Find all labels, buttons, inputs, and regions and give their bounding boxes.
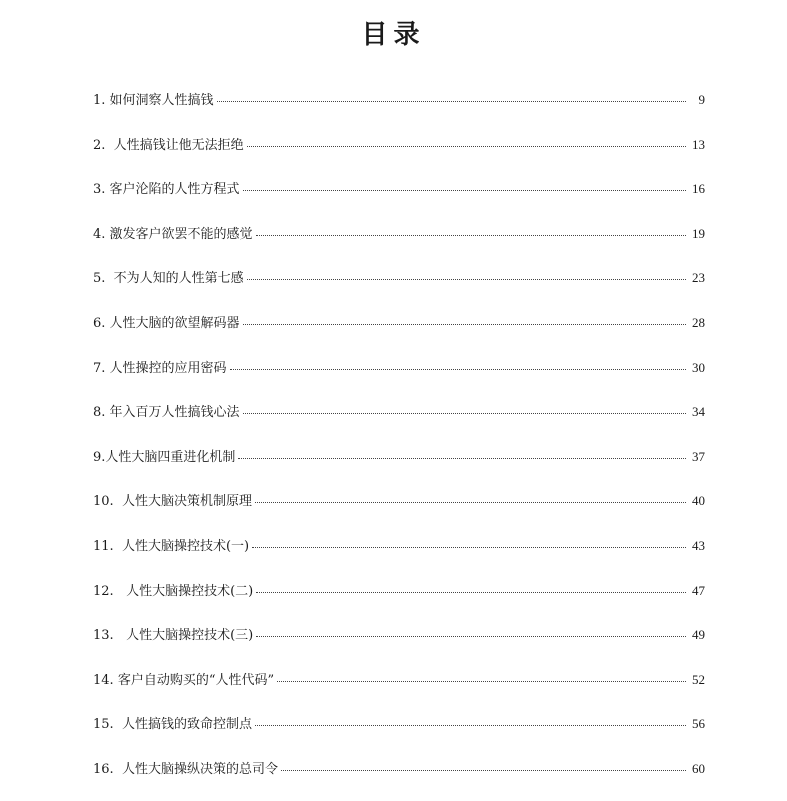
- dot-leader: [243, 190, 686, 191]
- dot-leader: [252, 547, 686, 548]
- entry-number: 16.: [93, 761, 122, 777]
- entry-page-number: 37: [692, 448, 705, 464]
- dot-leader: [230, 369, 686, 370]
- entry-page-number: 13: [692, 136, 705, 152]
- dot-leader: [238, 458, 686, 459]
- entry-page-number: 34: [692, 404, 705, 420]
- entry-page-number: 40: [692, 493, 705, 509]
- entry-number: 15.: [93, 717, 122, 733]
- entry-number: 2.: [93, 137, 114, 153]
- entry-number: 3.: [93, 182, 110, 198]
- entry-title: 人性操控的应用密码: [109, 360, 227, 376]
- toc-entry-4: [93, 221, 705, 266]
- entry-number: 12.: [93, 583, 127, 599]
- toc-entry-7: [93, 355, 705, 400]
- entry-number: 13.: [93, 628, 127, 644]
- dot-leader: [277, 681, 686, 682]
- entry-title: 人性大脑操纵决策的总司令: [121, 761, 278, 777]
- entry-number: 9.: [93, 449, 106, 465]
- entry-number: 11.: [93, 538, 122, 554]
- toc-entry-12: [93, 578, 705, 623]
- dot-leader: [281, 770, 686, 771]
- dot-leader: [256, 235, 686, 236]
- toc-list: [93, 87, 705, 801]
- entry-title: 客户沦陷的人性方程式: [109, 182, 240, 198]
- dot-leader: [243, 413, 686, 414]
- entry-page-number: 60: [692, 760, 705, 776]
- toc-entry-10: [93, 488, 705, 533]
- toc-entry-11: [93, 533, 705, 578]
- entry-page-number: 49: [692, 627, 705, 643]
- entry-number: 10.: [93, 494, 122, 510]
- toc-entry-15: [93, 711, 705, 756]
- entry-number: 4.: [93, 226, 110, 242]
- entry-page-number: 56: [692, 716, 705, 732]
- entry-title: 人性搞钱让他无法拒绝: [113, 137, 244, 153]
- entry-title: 人性大脑的欲望解码器: [109, 315, 240, 331]
- dot-leader: [247, 146, 686, 147]
- dot-leader: [247, 279, 686, 280]
- toc-entry-2: [93, 132, 705, 177]
- entry-title: 人性大脑操控技术(二): [126, 583, 254, 599]
- toc-entry-13: [93, 622, 705, 667]
- toc-entry-9: [93, 444, 705, 489]
- toc-entry-16: [93, 756, 705, 801]
- entry-title: 人性大脑操控技术(一): [121, 538, 250, 554]
- entry-page-number: 52: [692, 671, 705, 687]
- dot-leader: [256, 636, 686, 637]
- dot-leader: [256, 592, 686, 593]
- toc-entry-1: [93, 87, 705, 132]
- entry-page-number: 28: [692, 314, 705, 330]
- dot-leader: [255, 502, 686, 503]
- entry-title: 不为人知的人性第七感: [113, 271, 244, 287]
- entry-title: 人性大脑四重进化机制: [105, 449, 236, 465]
- entry-page-number: 23: [692, 270, 705, 286]
- dot-leader: [243, 324, 686, 325]
- toc-entry-14: [93, 667, 705, 712]
- entry-title: 激发客户欲罢不能的感觉: [109, 226, 253, 242]
- entry-title: 如何洞察人性搞钱: [109, 93, 214, 108]
- entry-title: 人性大脑决策机制原理: [121, 494, 252, 510]
- entry-number: 1.: [93, 93, 110, 108]
- entry-page-number: 19: [692, 225, 705, 241]
- entry-page-number: 9: [698, 92, 705, 107]
- page-title: 目录: [361, 20, 426, 50]
- entry-number: 6.: [93, 315, 110, 331]
- entry-title: 人性搞钱的致命控制点: [121, 717, 252, 733]
- toc-entry-6: [93, 310, 705, 355]
- entry-title: 人性大脑操控技术(三): [126, 628, 254, 644]
- entry-page-number: 47: [692, 582, 705, 598]
- entry-page-number: 16: [692, 181, 705, 197]
- dot-leader: [255, 725, 686, 726]
- entry-title: 客户自动购买的“人性代码”: [117, 672, 275, 688]
- entry-number: 7.: [93, 360, 110, 376]
- dot-leader: [217, 101, 686, 102]
- entry-page-number: 30: [692, 359, 705, 375]
- toc-entry-8: [93, 399, 705, 444]
- entry-number: 5.: [93, 271, 114, 287]
- entry-page-number: 43: [692, 537, 705, 553]
- entry-number: 8.: [93, 405, 110, 421]
- toc-entry-3: [93, 176, 705, 221]
- entry-number: 14.: [93, 672, 118, 688]
- entry-title: 年入百万人性搞钱心法: [109, 405, 240, 421]
- toc-entry-5: [93, 265, 705, 310]
